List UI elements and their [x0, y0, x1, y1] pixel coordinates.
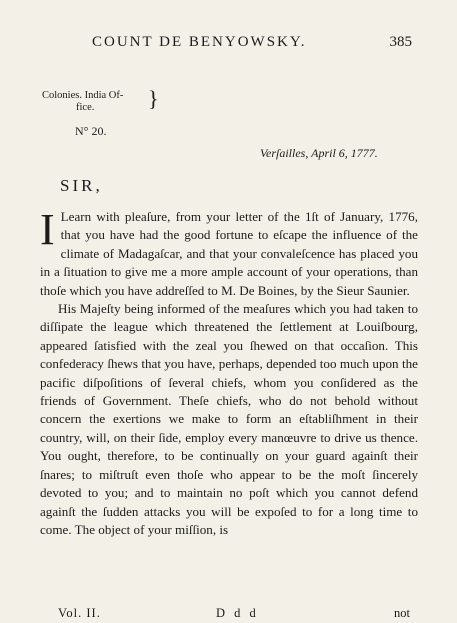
signature-mark: D d d	[216, 606, 259, 620]
margin-note-line-2: fice.	[76, 102, 95, 113]
drop-cap: I	[40, 205, 55, 254]
letter-number: N° 20.	[75, 124, 107, 138]
catchword: not	[394, 606, 410, 620]
margin-note-line-1: Colonies. India Of-	[42, 90, 124, 101]
paragraph-1	[40, 205, 418, 300]
paragraph-2: His Majeſty being informed of the meaſures which you had taken to diſſipate the league which threatened the ſettlement at Louiſbourg, appeared ſatisfied with the zeal you ſhewed on that occaſion. This confederacy ſhews that you have, perhaps, depended too much upon the pacific diſpoſitions of ſeveral chiefs, whom you conſidered as the friends of Government. Theſe chiefs, who do not behold without concern the exertions we make to form an eſtabliſhment in their country, will, on their ſide, employ every manœuvre to drive us thence. You ought, therefore, to be continually on your guard againſt their ſnares; to miſtruſt even thoſe who appear to be the moſt ſincerely devoted to you; and to maintain no poſt which you cannot defend againſt the ſudden attacks you will be expoſed to for a long time to come. The object of your miſſion, is	[40, 301, 418, 537]
dateline: Verſailles, April 6, 1777.	[260, 146, 378, 160]
brace-mark: }	[148, 86, 159, 111]
letter-body	[40, 205, 418, 539]
margin-note	[42, 86, 159, 114]
running-title: COUNT DE BENYOWSKY.	[92, 34, 307, 50]
paragraph-1-text: Learn with pleaſure, from your letter of the 1ſt of January, 1776, that you have had the good fortune to eſcape the influence of the climate of Madagaſcar, and that your convaleſcence has placed you in a ſituation to give me a more ample account of your operations, than thoſe which you have addreſſed to M. De Boines, by the Sieur Saunier.	[40, 209, 418, 298]
salutation: SIR,	[60, 176, 103, 195]
page-number: 385	[389, 34, 412, 50]
volume-label: Vol. II.	[58, 606, 101, 620]
